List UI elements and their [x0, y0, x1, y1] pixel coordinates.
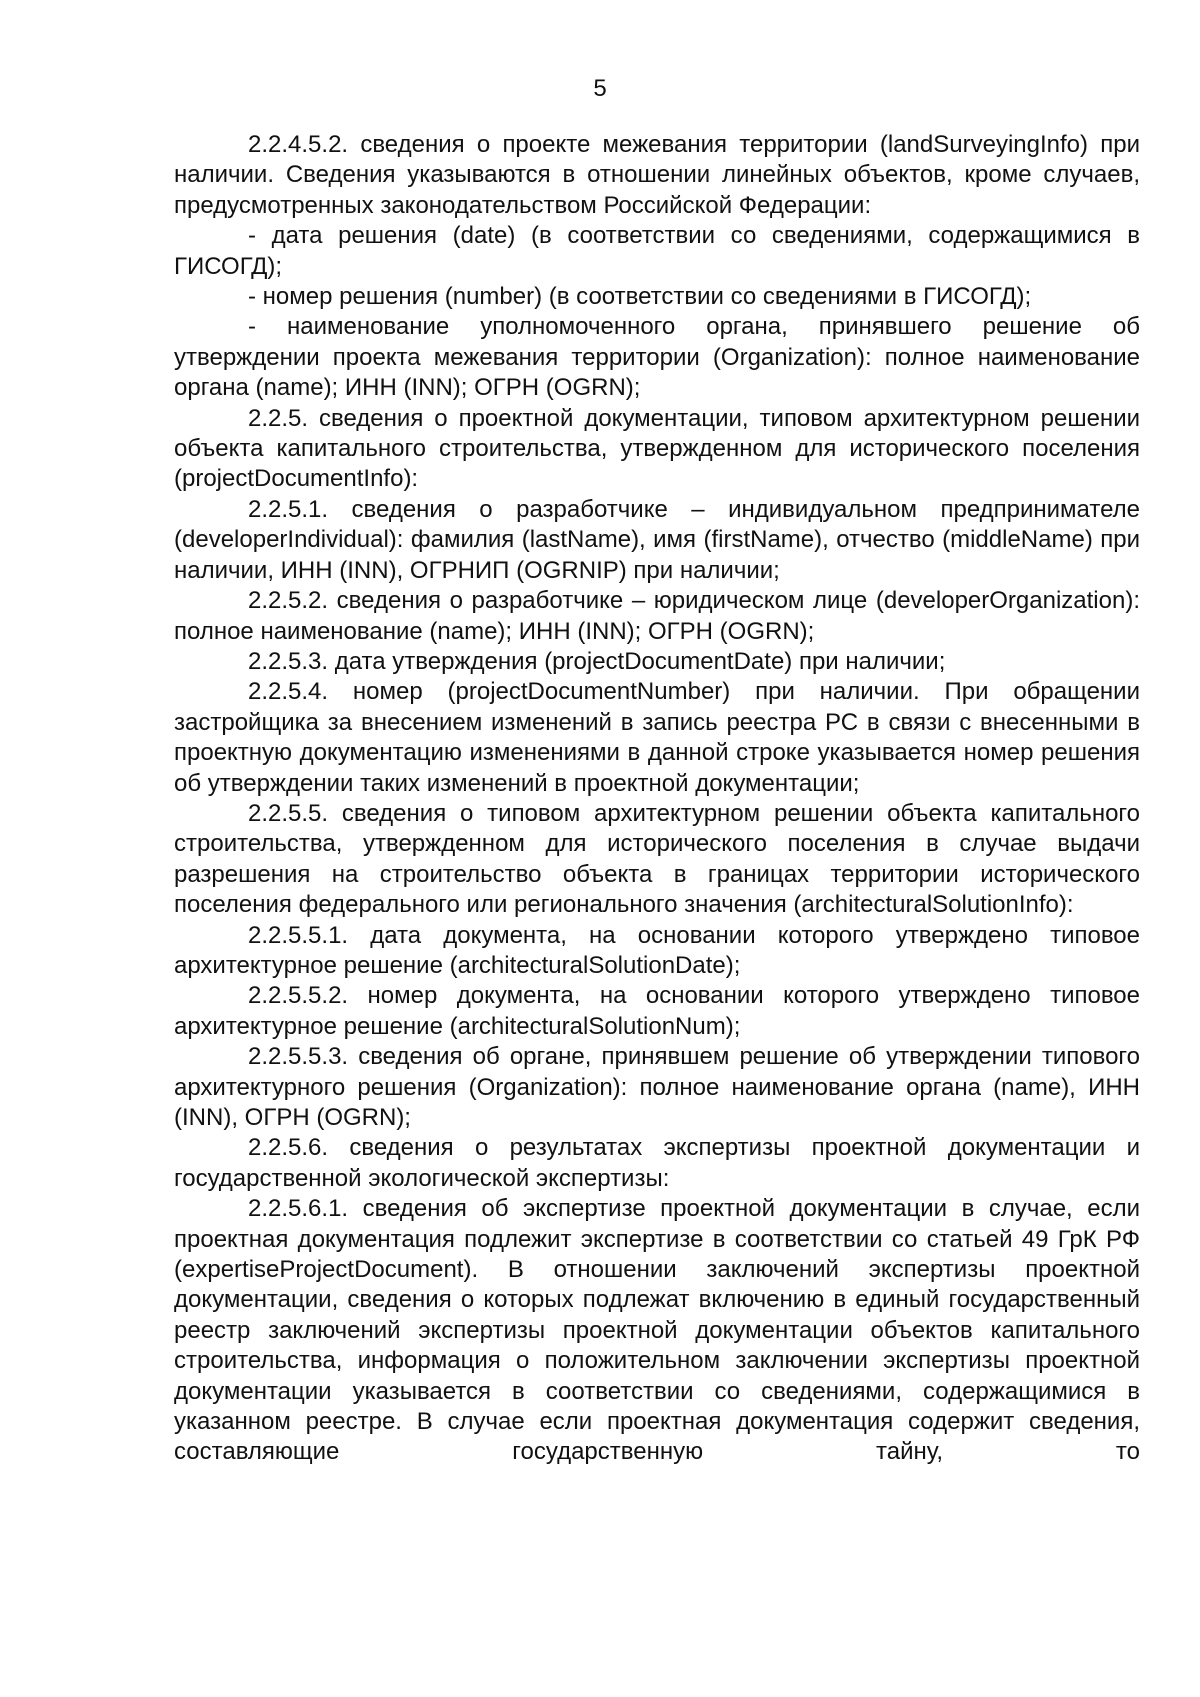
paragraph-2-2-5-5: 2.2.5.5. сведения о типовом архитектурном решении объекта капитального строительства, утвержденном для исторического поселения в случае выдачи разрешения на строительство объекта в границах территории исторического поселения федерального или регионального значения (architecturalSolutionInfo):: [174, 799, 1140, 919]
paragraph-2-2-5-1: 2.2.5.1. сведения о разработчике – индивидуальном предпринимателе (developerIndividual): фамилия (lastName), имя (firstName), отчество (middleName) при наличии, ИНН (INN), ОГРНИП (OGRNIP) при наличии;: [174, 495, 1140, 584]
paragraph-2-2-5-5-3: 2.2.5.5.3. сведения об органе, принявшем решение об утверждении типового архитектурного решения (Organization): полное наименование органа (name), ИНН (INN), ОГРН (OGRN);: [174, 1043, 1140, 1131]
paragraph-2-2-4-5-2: 2.2.4.5.2. сведения о проекте межевания территории (landSurveyingInfo) при наличии. Сведения указываются в отношении линейных объектов, кроме случаев, предусмотренных законодательством Российской Федерации:: [174, 131, 1140, 219]
paragraph-2-2-5-5-1: 2.2.5.5.1. дата документа, на основании которого утверждено типовое архитектурное решение (architecturalSolutionDate);: [174, 921, 1140, 979]
paragraph-decision-number: - номер решения (number) (в соответствии со сведениями в ГИСОГД);: [248, 283, 1032, 311]
page-number: 5: [593, 75, 607, 102]
paragraph-2-2-5-5-2: 2.2.5.5.2. номер документа, на основании которого утверждено типовое архитектурное решение (architecturalSolutionNum);: [174, 982, 1140, 1040]
paragraph-2-2-5-4: 2.2.5.4. номер (projectDocumentNumber) при наличии. При обращении застройщика за внесением изменений в запись реестра РС в связи с внесенными в проектную документацию изменениями в данной строке указывается номер решения об утверждении таких изменений в проектной документации;: [174, 678, 1140, 797]
paragraph-authority-name: - наименование уполномоченного органа, принявшего решение об утверждении проекта межевания территории (Organization): полное наименование органа (name); ИНН (INN); ОГРН (OGRN);: [174, 313, 1140, 402]
paragraph-2-2-5-3: 2.2.5.3. дата утверждения (projectDocumentDate) при наличии;: [248, 647, 946, 675]
paragraph-2-2-5: 2.2.5. сведения о проектной документации, типовом архитектурном решении объекта капитального строительства, утвержденном для исторического поселения (projectDocumentInfo):: [174, 404, 1140, 493]
paragraph-2-2-5-2: 2.2.5.2. сведения о разработчике – юридическом лице (developerOrganization): полное наименование (name); ИНН (INN); ОГРН (OGRN);: [174, 587, 1140, 645]
paragraph-2-2-5-6: 2.2.5.6. сведения о результатах экспертизы проектной документации и государственной экологической экспертизы:: [174, 1134, 1140, 1192]
paragraph-2-2-5-6-1: 2.2.5.6.1. сведения об экспертизе проектной документации в случае, если проектная документация подлежит экспертизе в соответствии со статьей 49 ГрК РФ (expertiseProjectDocument). В отношении заключений экспертизы проектной документации, сведения о которых подлежат включению в единый государственный реестр заключений экспертизы проектной документации объектов капитального строительства, информация о положительном заключении экспертизы проектной документации указывается в соответствии со сведениями, содержащимися в указанном реестре. В случае если проектная документация содержит сведения, составляющие государственную тайну, то: [174, 1195, 1140, 1466]
document-body: [174, 130, 1140, 1468]
paragraph-decision-date: - дата решения (date) (в соответствии со сведениями, содержащимися в ГИСОГД);: [174, 222, 1140, 280]
